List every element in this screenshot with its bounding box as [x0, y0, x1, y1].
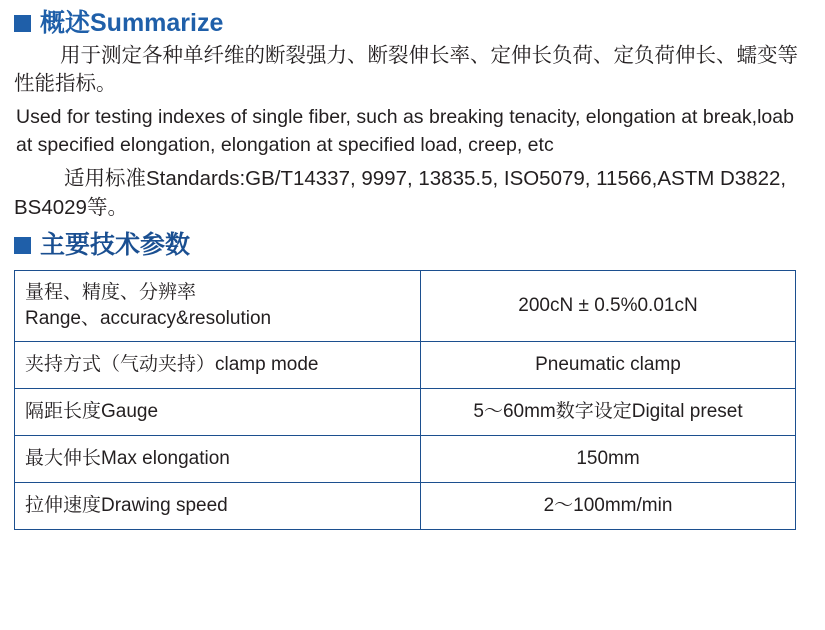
spec-label [15, 270, 421, 341]
table-row [15, 435, 796, 482]
table-row [15, 482, 796, 529]
spec-value: 150mm [421, 435, 796, 482]
spec-label: 最大伸长Max elongation [15, 435, 421, 482]
spec-label: 夹持方式（气动夹持）clamp mode [15, 341, 421, 388]
spec-label: 隔距长度Gauge [15, 388, 421, 435]
square-bullet-icon [14, 237, 31, 254]
summary-paragraph-en: Used for testing indexes of single fiber, such as breaking tenacity, elongation at break,loab at specified elongation, elongation at specified load, creep, etc [16, 106, 794, 156]
table-row [15, 270, 796, 341]
summary-paragraph-cn: 用于测定各种单纤维的断裂强力、断裂伸长率、定伸长负荷、定负荷伸长、蠕变等性能指标。 [14, 43, 798, 95]
section-heading-summarize [14, 10, 807, 38]
spec-table-container [14, 270, 807, 530]
spec-label: 拉伸速度Drawing speed [15, 482, 421, 529]
table-row [15, 341, 796, 388]
spec-value: 200cN ± 0.5%0.01cN [421, 270, 796, 341]
section-title-summarize: 概述Summarize [40, 9, 224, 37]
square-bullet-icon [14, 15, 31, 32]
standards-paragraph: 适用标准Standards:GB/T14337, 9997, 13835.5, ISO5079, 11566,ASTM D3822, BS4029等。 [14, 167, 787, 219]
spec-label-line-en: Range、accuracy&resolution [25, 307, 272, 329]
table-row [15, 388, 796, 435]
spec-label-line-cn: 量程、精度、分辨率 [25, 281, 197, 303]
specifications-table [14, 270, 796, 530]
spec-value: 5～60mm数字设定Digital preset [421, 388, 796, 435]
spec-value: 2～100mm/min [421, 482, 796, 529]
section-title-parameters: 主要技术参数 [40, 231, 191, 259]
section-heading-parameters [14, 232, 807, 260]
spec-value: Pneumatic clamp [421, 341, 796, 388]
